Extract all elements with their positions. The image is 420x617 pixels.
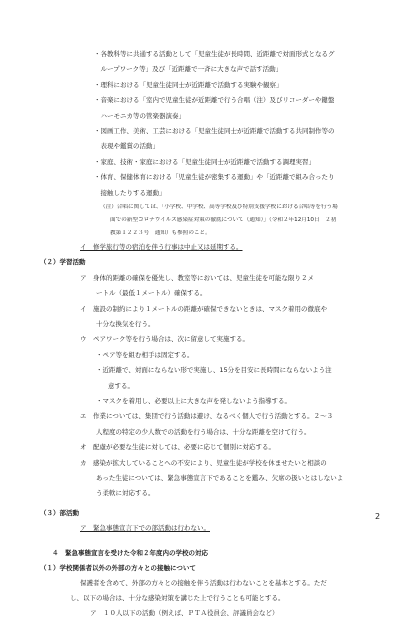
text-line: ア 緊急事態宣言下での部活動は行わない。 (80, 524, 210, 532)
text-line: イ 修学旅行等の宿泊を伴う行事は中止又は延期する。 (80, 243, 243, 251)
section-heading: （２）学習活動 (40, 258, 86, 266)
text-line: ループワーク等」及び「近距離で一斉に大きな声で話す活動」 (94, 65, 283, 73)
text-line: ・各教科等に共通する活動として「児童生徒が長時間、近距離で対面形式となるグ (94, 50, 335, 58)
text-line: オ 配慮が必要な生徒に対しては、必要に応じて個別に対応する。 (80, 443, 275, 451)
section-heading: （１）学校関係者以外の外部の方々との接触について (40, 564, 196, 572)
text-line: あった生徒については、緊急事態宣言下であることを鑑み、欠席の扱いとはしないよ (96, 474, 344, 482)
text-line: 十分な換気を行う。 (96, 320, 155, 328)
text-line: ・マスクを着用し、必要以上に大きな声を発しないよう指導する。 (96, 397, 291, 405)
text-line: ・近距離で、対面にならない形で実施し、15分を目安に長時間にならないよう注 (96, 366, 332, 374)
text-line: ハーモニカ等の管楽器演奏」 (94, 112, 185, 120)
text-line: ア 身体的距離の確保を優先し、教室等においては、児童生徒を可能な限り２メ (80, 274, 314, 282)
text-line: ・体育、保健体育における「児童生徒が密集する運動」や「近距離で組み合ったり (94, 173, 335, 181)
footnote-line: 教第１２２３号 通知）も参照のこと。 (110, 230, 211, 236)
text-line: 接触したりする運動」 (94, 189, 166, 197)
text-line: 人程度の特定の少人数での活動を行う場合は、十分な距離を空けて行う。 (96, 428, 311, 436)
text-line: ートル（最低１メートル）確保する。 (96, 289, 207, 297)
text-line: ・家庭、技術・家庭における「児童生徒同士が近距離で活動する調理実習」 (94, 158, 315, 166)
section-heading: （３）部活動 (40, 509, 79, 517)
text-line: 表現や鑑賞の活動」 (94, 142, 159, 150)
section-heading: ４ 緊急事態宣言を受けた令和２年度内の学校の対応 (52, 549, 208, 557)
footnote-line: 面での新型コロナウイルス感染症対策の徹底について（通知）」（令和２年12月10日 ２初 (110, 217, 337, 223)
text-line: 意する。 (108, 382, 134, 390)
text-line: ・ペア等を組む相手は固定する。 (96, 351, 194, 359)
text-line: エ 作業については、集団で行う活動は避け、なるべく個人で行う活動とする。２～３ (80, 412, 334, 420)
text-line: イ 施設の制約により１メートルの距離が確保できないときは、マスク着用の徹底や (80, 305, 327, 313)
text-line: 保護者を含めて、外部の方々との接触を伴う活動は行わないことを基本とする。ただ (80, 579, 327, 587)
text-line: う柔軟に対応する。 (96, 489, 155, 497)
text-line: ・音楽における「室内で児童生徒が近距離で行う合唱（注）及びリコーダーや鍵盤 (94, 96, 335, 104)
text-line: ウ ペアワーク等を行う場合は、次に留意して実施する。 (80, 335, 249, 343)
page-number: 2 (375, 512, 381, 521)
text-line: ・理科における「児童生徒同士が近距離で活動する実験や観察」 (94, 81, 283, 89)
text-line: カ 感染が拡大していることへの不安により、児童生徒が学校を休ませたいと相談の (80, 459, 327, 467)
footnote-line: （注）合唱に関しては、「小学校、中学校、高等学校及び特別支援学校における合唱等を行う場 (100, 204, 338, 210)
text-line: し、以下の場合は、十分な感染対策を講じた上で行うことも可能とする。 (70, 594, 285, 602)
text-line: ・図画工作、美術、工芸における「児童生徒同士が近距離で活動する共同制作等の (94, 127, 335, 135)
text-line: ア １０人以下の活動（例えば、ＰＴＡ役員会、評議員会など） (90, 609, 279, 617)
